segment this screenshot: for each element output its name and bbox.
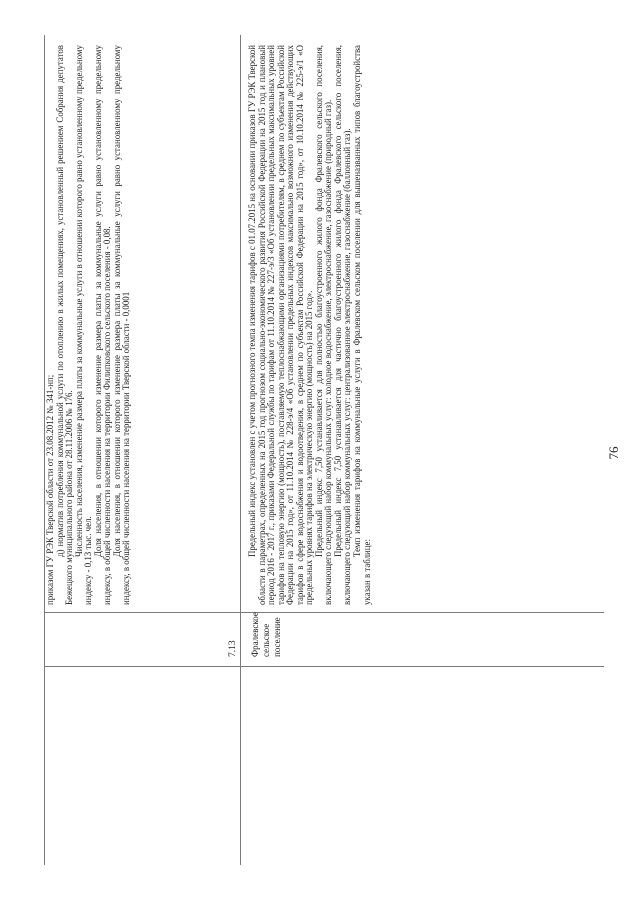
row-number: 7.13 xyxy=(228,640,238,657)
lower-paragraph-3: Предельный индекс 7,50 устанавливается для частично благоустроенного жилого фонда Фралевского сельского поселения, включающего следующий набор коммунальных услуг: централизованное электроснабжение, газоснабжение (баллонный газ). xyxy=(332,45,353,605)
lower-paragraph-1: Предельный индекс установлен с учетом прогнозного темпа изменения тарифов с 01.07.2015 на основании приказов ГУ РЭК Тверской области в параметрах, определенных на 2015 год прогнозом социально-экономического развития Российской Федерации на 2015 год и плановый период 2016 - 2017 г., приказами Федеральной службы по тарифам от 11.10.2014 № 227-э/3 «Об установлении предельных максимальных уровней тарифов на тепловую энергию (мощность), поставляемую теплоснабжающими организациями потребителям, в среднем по субъектам Российской Федерации на 2015 год», от 11.10.2014 № 228-э/4 «Об установлении предельных индексов максимально возможного изменения действующих тарифов в сфере водоснабжения и водоотведения, в среднем по субъектам Российской Федерации на 2015 год», от 10.10.2014 № 225-э/1 «О предельных уровнях тарифов на электрическую энергию (мощность) на 2015 год». xyxy=(247,45,315,605)
lower-cell xyxy=(248,45,372,605)
upper-line-2: д) норматив потребления коммунальной услуги по отоплению в жилых помещениях, установленный решением Собрания депутатов Бежецкого муниципального района от 28.11.2006 № 176. xyxy=(54,45,75,605)
upper-line-3: Численность населения, изменение размера платы за коммунальные услуги в отношении которого равно установленному предельному индексу - 0,13 тыс. чел. xyxy=(73,45,94,605)
row-divider xyxy=(240,35,241,865)
upper-cell xyxy=(46,45,132,605)
upper-line-4: Доля населения, в отношении которого изменение размера платы за коммунальные услуги равно установленному предельному индексу, в общей численности населения на территории Филипковского сельского поселения - 0,08. xyxy=(92,45,113,605)
page-number: 76 xyxy=(606,446,621,460)
lower-paragraph-2: Предельный индекс 7,50 устанавливается для полностью благоустроенного жилого фонда Фралевского сельского поселения, включающего следующий набор коммунальных услуг: холодное водоснабжение, электроснабжение, газоснабжение (природный газ). xyxy=(313,45,334,605)
upper-line-5: Доля населения, в отношении которого изменение размера платы за коммунальные услуги равно установленному предельному индексу, в общей численности населения на территории Тверской области - 0,0001 xyxy=(111,45,132,605)
upper-line-1: приказом ГУ РЭК Тверской области от 23.08.2012 № 341-нп; xyxy=(45,374,55,605)
lower-paragraph-4: Темп изменения тарифов на коммунальные услуги в Фралевском сельском поселении для вышеназванных типов благоустройства указан в таблице: xyxy=(352,45,372,605)
settlement-name: Фралевское сельское поселение xyxy=(250,612,282,657)
